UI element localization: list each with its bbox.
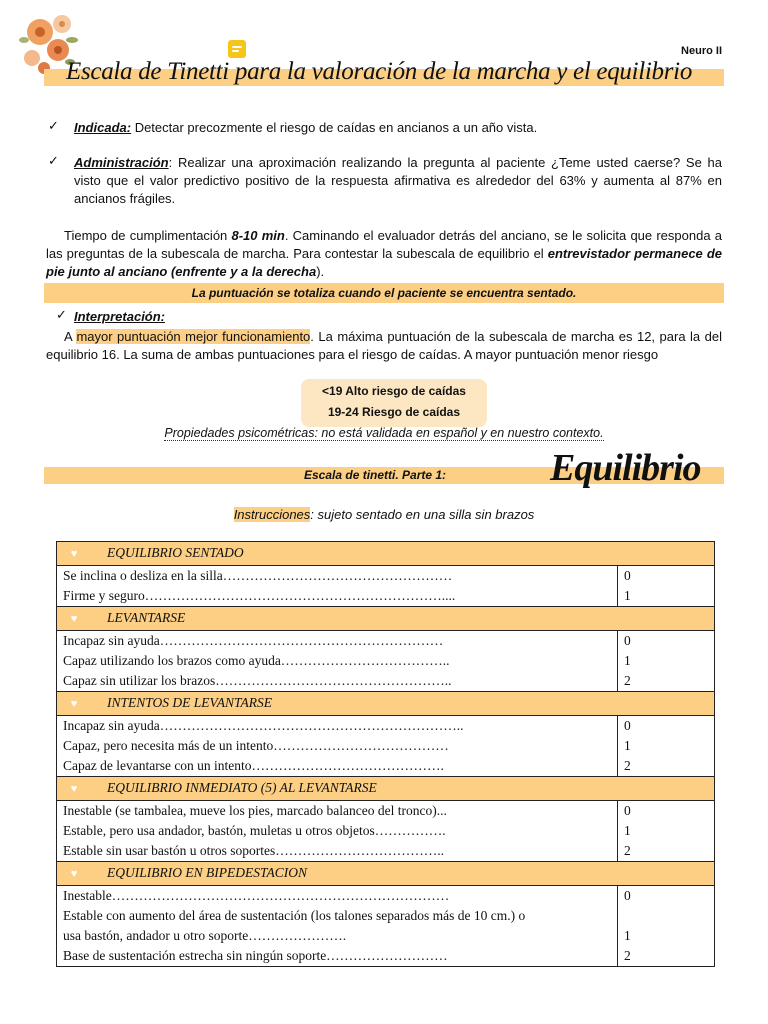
scores-cell	[618, 716, 715, 777]
scale-score: 0	[624, 803, 631, 818]
section-header	[57, 777, 715, 801]
scale-score: 2	[624, 758, 631, 773]
tiempo-paragraph	[46, 227, 722, 281]
interpretacion-paragraph	[46, 328, 722, 364]
scale-item: Capaz de levantarse con un intento…………………………………….	[63, 758, 444, 773]
tiempo-time: 8-10 min	[231, 228, 285, 243]
note-icon	[228, 40, 246, 58]
propiedades-note: Propiedades psicométricas: no está validada en español y en nuestro contexto.	[164, 426, 604, 440]
items-cell	[57, 566, 618, 607]
scale-item: Inestable…………………………………………………………………	[63, 888, 450, 903]
section-header-row	[57, 777, 715, 801]
section-title: INTENTOS DE LEVANTARSE	[107, 695, 273, 710]
heart-icon: ♥	[70, 698, 78, 710]
section-items-row	[57, 886, 715, 967]
section-header-row	[57, 692, 715, 716]
scale-item: usa bastón, andador u otro soporte………………….	[63, 928, 347, 943]
heart-icon: ♥	[70, 613, 78, 625]
administracion-text: : Realizar una aproximación realizando la pregunta al paciente ¿Teme usted caerse? Se ha visto que el valor predictivo positivo de la respuesta afirmativa es alrededor del 63% y aumenta al 87% en ancianos frágiles.	[74, 155, 722, 206]
scale-item: Estable sin usar bastón u otros soportes………………………………..	[63, 843, 444, 858]
section-title: EQUILIBRIO SENTADO	[107, 545, 244, 560]
scores-cell	[618, 566, 715, 607]
scale-score: 0	[624, 718, 631, 733]
interpretacion-text: . La máxima puntuación de la subescala de marcha es 12, para la del equilibrio 16. La suma de ambas puntuaciones para el riesgo de caídas. A mayor puntuación menor riesgo	[46, 329, 722, 362]
section-title: EQUILIBRIO EN BIPEDESTACION	[107, 865, 307, 880]
header-label: Neuro II	[681, 45, 722, 57]
scale-score: 1	[624, 823, 631, 838]
part-label: Escala de tinetti. Parte 1:	[304, 468, 447, 482]
tiempo-text2: . Caminando el evaluador detrás del anciano, se le solicita que responda a las preguntas de la subescala de marcha. Para contestar la subescala de equilibrio el	[46, 228, 722, 261]
scale-score: 2	[624, 843, 631, 858]
scale-score: 0	[624, 888, 631, 903]
section-header-row	[57, 542, 715, 566]
section-items-row	[57, 801, 715, 862]
risk-box	[301, 379, 487, 427]
scale-score: 0	[624, 633, 631, 648]
equilibrio-heading: Equilibrio	[550, 447, 701, 489]
equilibrio-scale-table	[56, 541, 715, 967]
scale-item: Firme y seguro…………………………………………………………....	[63, 588, 456, 603]
section-title: EQUILIBRIO INMEDIATO (5) AL LEVANTARSE	[107, 780, 377, 795]
scores-cell	[618, 886, 715, 967]
administracion-label: Administración	[74, 155, 169, 170]
scale-item: Estable con aumento del área de sustentación (los talones separados más de 10 cm.) o	[63, 908, 526, 923]
instrucciones-text: : sujeto sentado en una silla sin brazos	[310, 507, 535, 522]
scale-item: Se inclina o desliza en la silla……………………………………………	[63, 568, 453, 583]
risk-line-2: 19-24 Riesgo de caídas	[327, 405, 461, 419]
section-header-row	[57, 607, 715, 631]
scale-score	[624, 906, 708, 926]
scale-score: 2	[624, 948, 631, 963]
section-header	[57, 542, 715, 566]
interpretacion-highlight: mayor puntuación mejor funcionamiento	[76, 329, 311, 344]
scale-item: Capaz utilizando los brazos como ayuda………………………………..	[63, 653, 450, 668]
administracion-paragraph	[74, 154, 722, 208]
scale-score: 2	[624, 673, 631, 688]
check-icon: ✓	[56, 307, 67, 322]
interpretacion-prefix: A	[64, 329, 77, 344]
scale-item: Capaz, pero necesita más de un intento…………………………………	[63, 738, 449, 753]
page-title: Escala de Tinetti para la valoración de la marcha y el equilibrio	[66, 58, 693, 85]
instrucciones-label: Instrucciones	[233, 507, 311, 522]
tiempo-text4: ).	[316, 264, 325, 279]
scores-cell	[618, 631, 715, 692]
section-header	[57, 862, 715, 886]
indicada-paragraph	[74, 119, 724, 137]
heart-icon: ♥	[70, 783, 78, 795]
section-items-row	[57, 566, 715, 607]
risk-line-1: <19 Alto riesgo de caídas	[322, 384, 466, 398]
indicada-label: Indicada:	[74, 120, 132, 135]
section-title: LEVANTARSE	[107, 610, 186, 625]
scale-item: Estable, pero usa andador, bastón, muletas u otros objetos…………….	[63, 823, 446, 838]
scale-item: Incapaz sin ayuda…………………………………………………………..	[63, 718, 464, 733]
scale-score: 0	[624, 568, 631, 583]
section-items-row	[57, 631, 715, 692]
scale-item: Inestable (se tambalea, mueve los pies, marcado balanceo del tronco)...	[63, 803, 447, 818]
scale-item: Incapaz sin ayuda………………………………………………………	[63, 633, 444, 648]
heart-icon: ♥	[70, 548, 78, 560]
scale-score: 1	[624, 738, 631, 753]
section-header	[57, 692, 715, 716]
scale-score: 1	[624, 928, 631, 943]
scale-item: Base de sustentación estrecha sin ningún soporte………………………	[63, 948, 448, 963]
scale-score: 1	[624, 588, 631, 603]
items-cell	[57, 886, 618, 967]
items-cell	[57, 716, 618, 777]
section-items-row	[57, 716, 715, 777]
items-cell	[57, 801, 618, 862]
indicada-text: Detectar precozmente el riesgo de caídas en ancianos a un año vista.	[131, 120, 538, 135]
total-note: La puntuación se totaliza cuando el paciente se encuentra sentado.	[44, 283, 724, 303]
scale-score: 1	[624, 653, 631, 668]
section-header	[57, 607, 715, 631]
check-icon: ✓	[48, 153, 59, 168]
items-cell	[57, 631, 618, 692]
scores-cell	[618, 801, 715, 862]
heart-icon: ♥	[70, 868, 78, 880]
scale-item: Capaz sin utilizar los brazos……………………………………………..	[63, 673, 452, 688]
instrucciones	[0, 507, 768, 522]
interpretacion-label: Interpretación:	[74, 309, 166, 324]
check-icon: ✓	[48, 118, 59, 133]
tiempo-text3: entrevistador permanece de pie junto al anciano (enfrente y a la derecha	[46, 246, 722, 279]
tiempo-text1: Tiempo de cumplimentación	[64, 228, 232, 243]
section-header-row	[57, 862, 715, 886]
